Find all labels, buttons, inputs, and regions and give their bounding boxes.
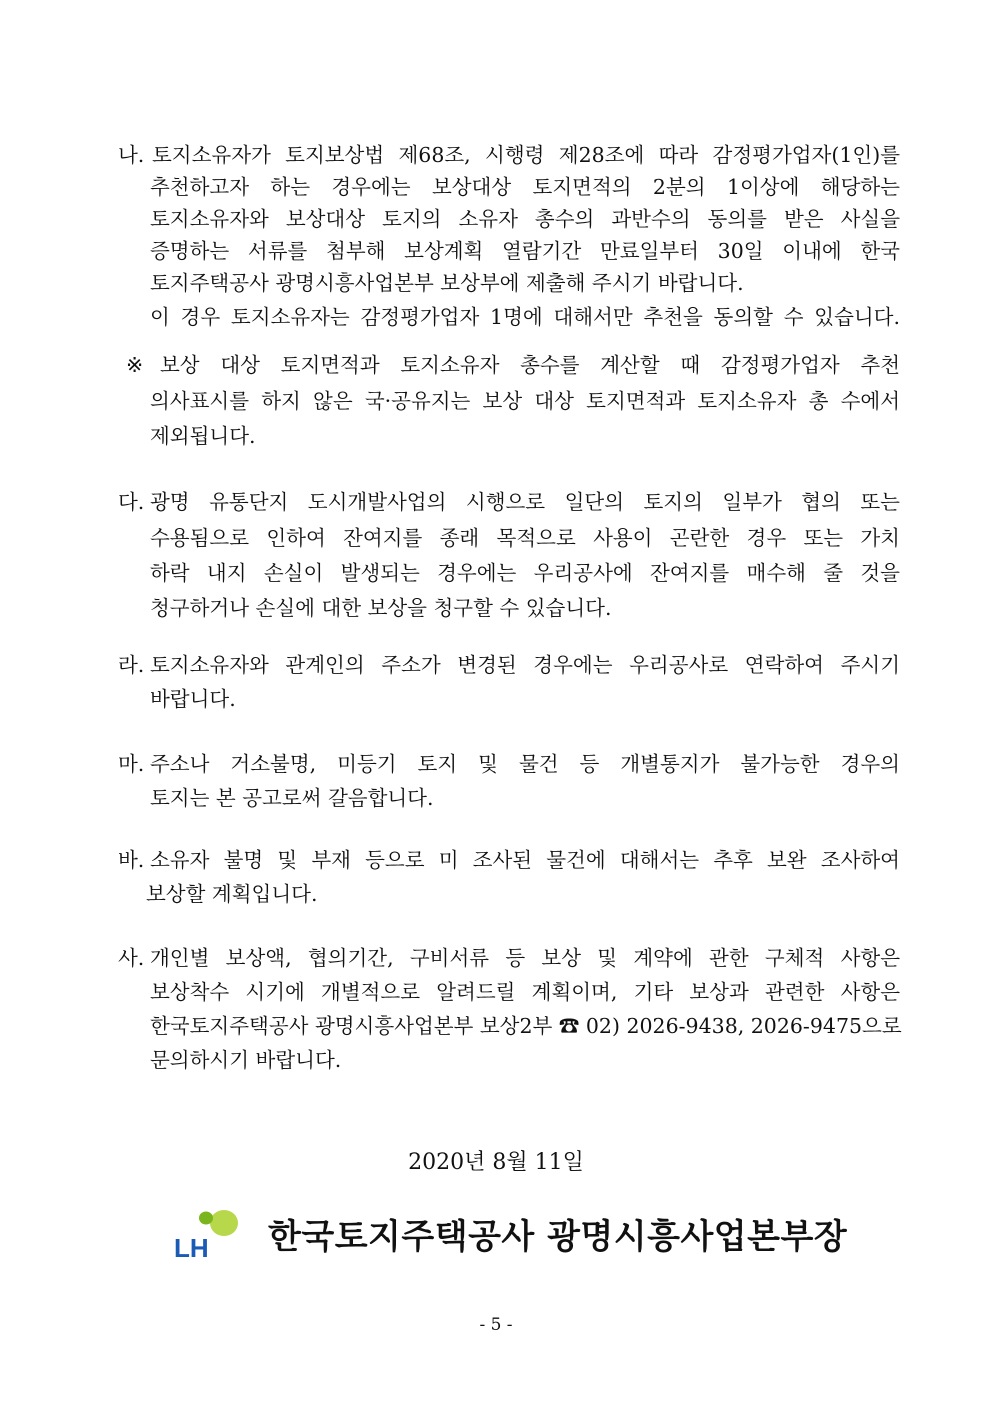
paragraph-line: 청구하거나 손실에 대한 보상을 청구할 수 있습니다.	[150, 596, 612, 620]
note-marker: ※	[126, 353, 144, 377]
paragraph-line: 추천하고자 하는 경우에는 보상대상 토지면적의 2분의 1이상에 해당하는	[150, 175, 900, 199]
paragraph-line: 토지소유자와 관계인의 주소가 변경된 경우에는 우리공사로 연락하여 주시기	[150, 653, 900, 677]
organization-name: 한국토지주택공사 광명시흥사업본부장	[268, 1217, 848, 1257]
paragraph-line: 소유자 불명 및 부재 등으로 미 조사된 물건에 대해서는 추후 보완 조사하여	[150, 848, 900, 872]
paragraph-line: 한국토지주택공사 광명시흥사업본부 보상2부 ☎ 02) 2026-9438, 2026-9475으로	[150, 1014, 902, 1038]
paragraph-line: 의사표시를 하지 않은 국·공유지는 보상 대상 토지면적과 토지소유자 총 수에서	[150, 389, 900, 413]
paragraph-line: 보상 대상 토지면적과 토지소유자 총수를 계산할 때 감정평가업자 추천	[160, 353, 900, 377]
section-marker: 마.	[118, 752, 145, 776]
paragraph-line: 바랍니다.	[150, 687, 236, 711]
paragraph-line: 주소나 거소불명, 미등기 토지 및 물건 등 개별통지가 불가능한 경우의	[150, 752, 900, 776]
paragraph-line: 토지소유자와 보상대상 토지의 소유자 총수의 과반수의 동의를 받은 사실을	[150, 207, 900, 231]
signature-block	[172, 1205, 872, 1275]
section-marker: 다.	[118, 490, 145, 514]
paragraph-line: 토지는 본 공고로써 갈음합니다.	[150, 786, 434, 810]
svg-text:LH: LH	[174, 1233, 209, 1263]
notice-date: 2020년 8월 11일	[408, 1150, 584, 1175]
paragraph-line: 토지주택공사 광명시흥사업본부 보상부에 제출해 주시기 바랍니다.	[150, 271, 744, 295]
paragraph-line: 제외됩니다.	[150, 424, 256, 448]
section-marker: 라.	[118, 653, 145, 677]
paragraph-line: 토지소유자가 토지보상법 제68조, 시행령 제28조에 따라 감정평가업자(1인)를	[152, 143, 900, 167]
paragraph-line: 하락 내지 손실이 발생되는 경우에는 우리공사에 잔여지를 매수해 줄 것을	[150, 561, 900, 585]
paragraph-line: 광명 유통단지 도시개발사업의 시행으로 일단의 토지의 일부가 협의 또는	[150, 490, 900, 514]
lh-logo-icon	[172, 1205, 242, 1265]
page-number: - 5 -	[479, 1315, 513, 1335]
section-marker: 사.	[118, 946, 145, 970]
paragraph-line: 개인별 보상액, 협의기간, 구비서류 등 보상 및 계약에 관한 구체적 사항은	[150, 946, 900, 970]
paragraph-line: 수용됨으로 인하여 잔여지를 종래 목적으로 사용이 곤란한 경우 또는 가치	[150, 526, 900, 550]
paragraph-line: 보상착수 시기에 개별적으로 알려드릴 계획이며, 기타 보상과 관련한 사항은	[150, 980, 900, 1004]
section-marker: 바.	[118, 848, 145, 872]
section-marker: 나.	[118, 143, 145, 167]
paragraph-line: 보상할 계획입니다.	[146, 882, 318, 906]
paragraph-line: 증명하는 서류를 첨부해 보상계획 열람기간 만료일부터 30일 이내에 한국	[150, 239, 900, 263]
paragraph-line: 이 경우 토지소유자는 감정평가업자 1명에 대해서만 추천을 동의할 수 있습니다.	[150, 305, 900, 329]
paragraph-line: 문의하시기 바랍니다.	[150, 1048, 342, 1072]
